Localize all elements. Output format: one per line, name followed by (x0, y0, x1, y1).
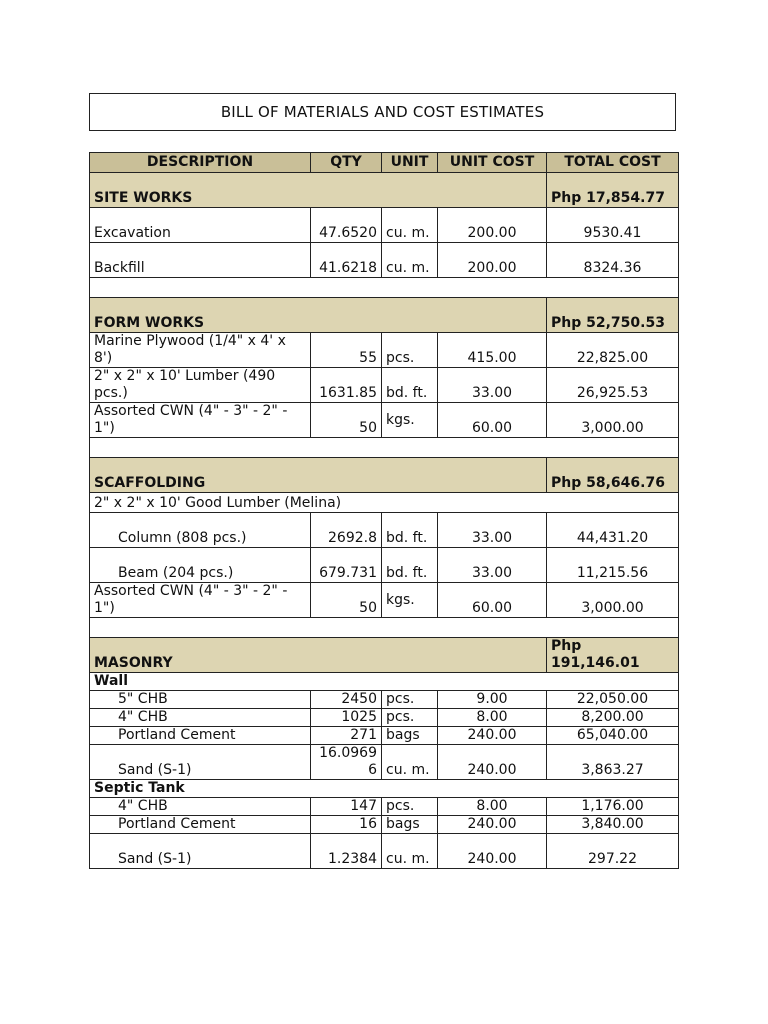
item-unit: cu. m. (382, 834, 438, 869)
item-qty: 47.6520 (311, 208, 382, 243)
item-qty: 16.09696 (311, 745, 382, 780)
section-row-masonry (90, 638, 679, 673)
item-unit-cost: 33.00 (438, 368, 547, 403)
item-total-cost: 9530.41 (547, 208, 679, 243)
item-qty: 1631.85 (311, 368, 382, 403)
item-unit-cost: 8.00 (438, 709, 547, 727)
item-qty: 41.6218 (311, 243, 382, 278)
item-total-cost: 3,863.27 (547, 745, 679, 780)
item-unit: cu. m. (382, 745, 438, 780)
item-unit: pcs. (382, 691, 438, 709)
item-unit: kgs. (382, 583, 438, 618)
table-row (90, 691, 679, 709)
table-row (90, 834, 679, 869)
item-unit: pcs. (382, 709, 438, 727)
item-unit-cost: 33.00 (438, 548, 547, 583)
spacer-row (90, 278, 679, 298)
header-description: DESCRIPTION (90, 153, 311, 173)
item-qty: 2692.8 (311, 513, 382, 548)
section-total: Php 191,146.01 (547, 638, 679, 673)
item-unit-cost: 200.00 (438, 243, 547, 278)
header-qty: QTY (311, 153, 382, 173)
item-unit-cost: 60.00 (438, 583, 547, 618)
item-unit: cu. m. (382, 243, 438, 278)
item-qty: 50 (311, 583, 382, 618)
table-row (90, 798, 679, 816)
subgroup-label-wall: Wall (90, 673, 679, 691)
item-unit-cost: 60.00 (438, 403, 547, 438)
subgroup-row (90, 780, 679, 798)
item-qty: 1.2384 (311, 834, 382, 869)
item-qty: 55 (311, 333, 382, 368)
item-qty: 2450 (311, 691, 382, 709)
item-unit: pcs. (382, 798, 438, 816)
item-description: Column (808 pcs.) (90, 513, 311, 548)
item-total-cost: 3,000.00 (547, 403, 679, 438)
item-total-cost: 44,431.20 (547, 513, 679, 548)
item-unit: kgs. (382, 403, 438, 438)
item-total-cost: 8324.36 (547, 243, 679, 278)
item-description: 5" CHB (90, 691, 311, 709)
item-unit-cost: 240.00 (438, 727, 547, 745)
item-unit: bags (382, 816, 438, 834)
item-description: Sand (S-1) (90, 745, 311, 780)
item-description: 4" CHB (90, 709, 311, 727)
item-unit: pcs. (382, 333, 438, 368)
section-name: MASONRY (90, 638, 547, 673)
item-total-cost: 3,840.00 (547, 816, 679, 834)
item-unit-cost: 415.00 (438, 333, 547, 368)
table-row (90, 333, 679, 368)
table-row (90, 208, 679, 243)
item-total-cost: 8,200.00 (547, 709, 679, 727)
table-row (90, 727, 679, 745)
header-unit: UNIT (382, 153, 438, 173)
table-row (90, 493, 679, 513)
header-total-cost: TOTAL COST (547, 153, 679, 173)
item-total-cost: 26,925.53 (547, 368, 679, 403)
item-qty: 16 (311, 816, 382, 834)
item-description: Sand (S-1) (90, 834, 311, 869)
item-unit-cost: 200.00 (438, 208, 547, 243)
table-row (90, 513, 679, 548)
section-name: SCAFFOLDING (90, 458, 547, 493)
table-row (90, 243, 679, 278)
document-title: BILL OF MATERIALS AND COST ESTIMATES (89, 93, 676, 131)
item-description: Portland Cement (90, 727, 311, 745)
item-total-cost: 65,040.00 (547, 727, 679, 745)
table-header-row (90, 153, 679, 173)
subgroup-row (90, 673, 679, 691)
section-total: Php 17,854.77 (547, 173, 679, 208)
item-total-cost: 3,000.00 (547, 583, 679, 618)
item-description: Excavation (90, 208, 311, 243)
item-qty: 679.731 (311, 548, 382, 583)
item-total-cost: 22,825.00 (547, 333, 679, 368)
item-unit: bd. ft. (382, 513, 438, 548)
table-row (90, 368, 679, 403)
item-description: Assorted CWN (4" - 3" - 2" - 1") (90, 403, 311, 438)
table-row (90, 816, 679, 834)
item-unit-cost: 9.00 (438, 691, 547, 709)
section-total: Php 52,750.53 (547, 298, 679, 333)
item-unit-cost: 33.00 (438, 513, 547, 548)
subgroup-label-septic-tank: Septic Tank (90, 780, 679, 798)
item-unit: cu. m. (382, 208, 438, 243)
section-row-scaffolding (90, 458, 679, 493)
header-unit-cost: UNIT COST (438, 153, 547, 173)
table-row (90, 548, 679, 583)
item-unit: bd. ft. (382, 548, 438, 583)
item-unit-cost: 8.00 (438, 798, 547, 816)
item-description: Assorted CWN (4" - 3" - 2" - 1") (90, 583, 311, 618)
item-unit: bd. ft. (382, 368, 438, 403)
item-description: 2" x 2" x 10' Lumber (490 pcs.) (90, 368, 311, 403)
section-name: FORM WORKS (90, 298, 547, 333)
section-row-form-works (90, 298, 679, 333)
item-qty: 271 (311, 727, 382, 745)
item-total-cost: 297.22 (547, 834, 679, 869)
section-row-site-works (90, 173, 679, 208)
bill-of-materials-table (89, 152, 679, 869)
section-name: SITE WORKS (90, 173, 547, 208)
item-qty: 147 (311, 798, 382, 816)
item-description: 4" CHB (90, 798, 311, 816)
item-description: Marine Plywood (1/4" x 4' x 8') (90, 333, 311, 368)
item-description: Beam (204 pcs.) (90, 548, 311, 583)
group-note: 2" x 2" x 10' Good Lumber (Melina) (90, 493, 679, 513)
item-total-cost: 22,050.00 (547, 691, 679, 709)
table-row (90, 583, 679, 618)
item-qty: 50 (311, 403, 382, 438)
item-unit-cost: 240.00 (438, 745, 547, 780)
spacer-row (90, 438, 679, 458)
item-description: Backfill (90, 243, 311, 278)
item-total-cost: 11,215.56 (547, 548, 679, 583)
table-row (90, 745, 679, 780)
section-total: Php 58,646.76 (547, 458, 679, 493)
table-row (90, 709, 679, 727)
table-row (90, 403, 679, 438)
item-description: Portland Cement (90, 816, 311, 834)
item-total-cost: 1,176.00 (547, 798, 679, 816)
item-unit-cost: 240.00 (438, 834, 547, 869)
item-unit-cost: 240.00 (438, 816, 547, 834)
item-unit: bags (382, 727, 438, 745)
item-qty: 1025 (311, 709, 382, 727)
spacer-row (90, 618, 679, 638)
